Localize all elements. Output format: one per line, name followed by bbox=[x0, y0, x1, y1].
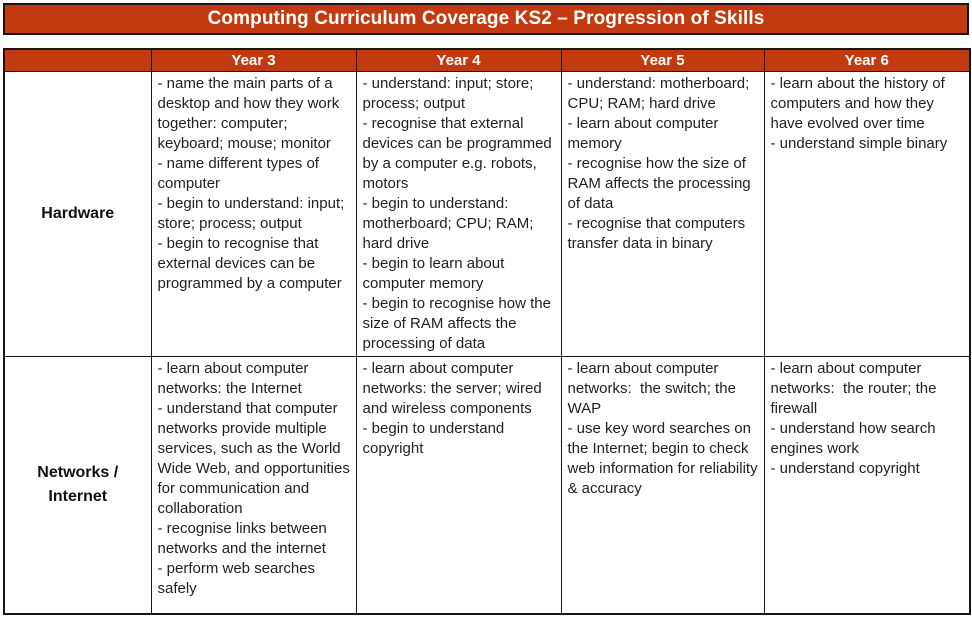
cell-networks-year-6 bbox=[764, 356, 970, 614]
table-row-networks-internet bbox=[4, 356, 970, 614]
bullet-item: - understand that computer networks provide multiple services, such as the World Wide Web, and opportunities for communication and collaboration bbox=[157, 399, 355, 517]
title-bar bbox=[3, 3, 969, 35]
bullet-item: - learn about computer networks: the router; the firewall bbox=[770, 359, 941, 417]
bullet-item: - recognise that computers transfer data in binary bbox=[567, 214, 750, 252]
bullet-item: - begin to understand: motherboard; CPU; RAM; hard drive bbox=[362, 194, 538, 252]
bullet-item: - recognise that external devices can be programmed by a computer e.g. robots, motors bbox=[362, 114, 556, 192]
corner-cell bbox=[4, 49, 151, 71]
bullet-item: - understand: motherboard; CPU; RAM; hard drive bbox=[567, 74, 754, 112]
column-header-year-4: Year 4 bbox=[356, 49, 561, 71]
bullet-item: - understand simple binary bbox=[770, 134, 948, 152]
bullet-item: - learn about computer networks: the Internet bbox=[157, 359, 313, 397]
row-label-hardware: Hardware bbox=[4, 71, 151, 356]
bullet-item: - understand how search engines work bbox=[770, 419, 940, 457]
bullet-item: - learn about computer networks: the server; wired and wireless components bbox=[362, 359, 546, 417]
curriculum-table bbox=[3, 48, 971, 615]
cell-hardware-year-4 bbox=[356, 71, 561, 356]
cell-networks-year-4 bbox=[356, 356, 561, 614]
bullet-item: - name the main parts of a desktop and how they work together: computer; keyboard; mouse; monitor bbox=[157, 74, 344, 152]
bullet-item: - learn about computer memory bbox=[567, 114, 723, 152]
table-row-hardware bbox=[4, 71, 970, 356]
bullet-item: - begin to understand: input; store; process; output bbox=[157, 194, 349, 232]
bullet-item: - learn about computer networks: the switch; the WAP bbox=[567, 359, 741, 417]
column-header-year-3: Year 3 bbox=[151, 49, 356, 71]
cell-hardware-year-5 bbox=[561, 71, 764, 356]
column-header-year-5: Year 5 bbox=[561, 49, 764, 71]
bullet-item: - begin to recognise how the size of RAM affects the processing of data bbox=[362, 294, 556, 352]
bullet-item: - understand: input; store; process; output bbox=[362, 74, 538, 112]
bullet-item: - name different types of computer bbox=[157, 154, 324, 192]
row-label-networks-internet: Networks / Internet bbox=[4, 356, 151, 614]
bullet-item: - perform web searches safely bbox=[157, 559, 320, 597]
bullet-item: - begin to learn about computer memory bbox=[362, 254, 509, 292]
bullet-item: - recognise how the size of RAM affects the processing of data bbox=[567, 154, 755, 212]
column-header-year-6: Year 6 bbox=[764, 49, 970, 71]
bullet-item: - recognise links between networks and the internet bbox=[157, 519, 331, 557]
bullet-item: - use key word searches on the Internet; begin to check web information for reliability & accuracy bbox=[567, 419, 762, 497]
bullet-item: - understand copyright bbox=[770, 459, 920, 477]
cell-hardware-year-6 bbox=[764, 71, 970, 356]
bullet-item: - begin to recognise that external devices can be programmed by a computer bbox=[157, 234, 342, 292]
page-title: Computing Curriculum Coverage KS2 – Progression of Skills bbox=[207, 8, 765, 29]
bullet-item: - begin to understand copyright bbox=[362, 419, 509, 457]
cell-networks-year-5 bbox=[561, 356, 764, 614]
bullet-item: - learn about the history of computers and how they have evolved over time bbox=[770, 74, 949, 132]
cell-hardware-year-3 bbox=[151, 71, 356, 356]
header-row bbox=[4, 49, 970, 71]
cell-networks-year-3 bbox=[151, 356, 356, 614]
